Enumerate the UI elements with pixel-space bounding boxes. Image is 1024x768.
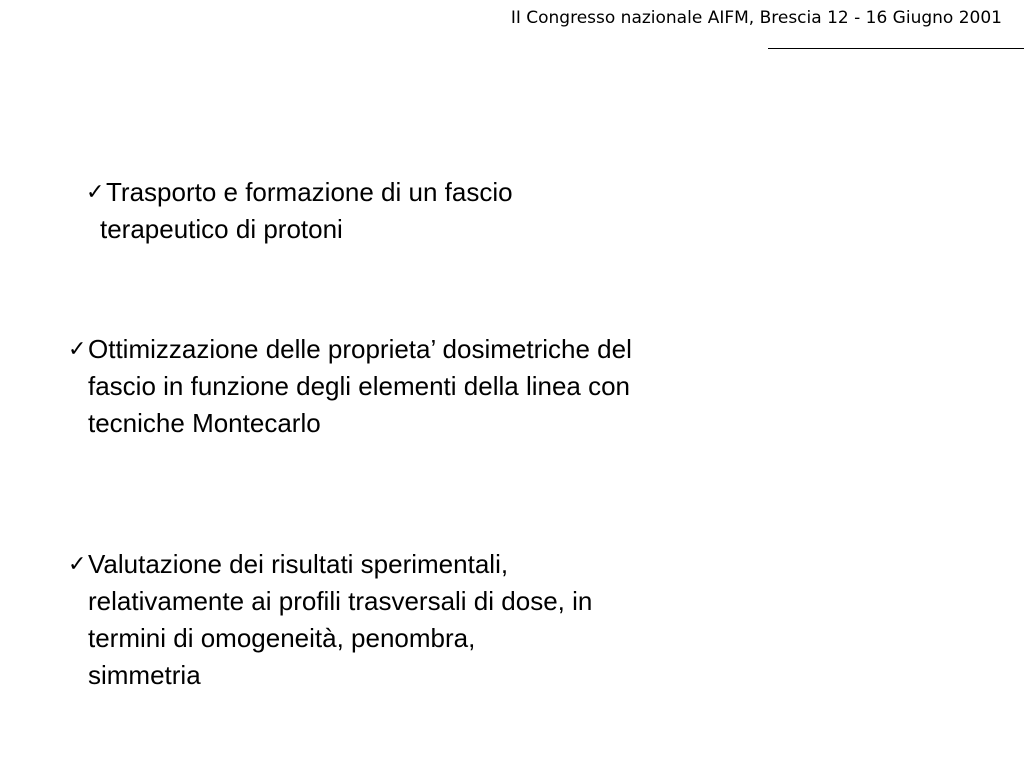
bullet-line: simmetria bbox=[88, 660, 201, 690]
bullet-line: relativamente ai profili trasversali di dose, in bbox=[88, 586, 593, 616]
header-divider bbox=[768, 48, 1024, 49]
bullet-line: Ottimizzazione delle proprieta’ dosimetriche del bbox=[88, 334, 632, 364]
check-icon: ✓ bbox=[86, 180, 105, 205]
bullet-line: fascio in funzione degli elementi della linea con bbox=[88, 371, 631, 401]
bullet-item bbox=[68, 331, 632, 442]
bullet-item bbox=[86, 174, 513, 248]
check-icon: ✓ bbox=[68, 552, 87, 577]
header-title: II Congresso nazionale AIFM, Brescia 12 - 16 Giugno 2001 bbox=[510, 8, 1002, 28]
bullet-line: terapeutico di protoni bbox=[100, 214, 343, 244]
bullet-line: tecniche Montecarlo bbox=[88, 408, 321, 438]
bullet-item bbox=[68, 546, 593, 694]
bullet-line: Trasporto e formazione di un fascio bbox=[106, 177, 513, 207]
bullet-line: Valutazione dei risultati sperimentali, bbox=[88, 549, 509, 579]
check-icon: ✓ bbox=[68, 337, 87, 362]
bullet-line: termini di omogeneità, penombra, bbox=[88, 623, 476, 653]
